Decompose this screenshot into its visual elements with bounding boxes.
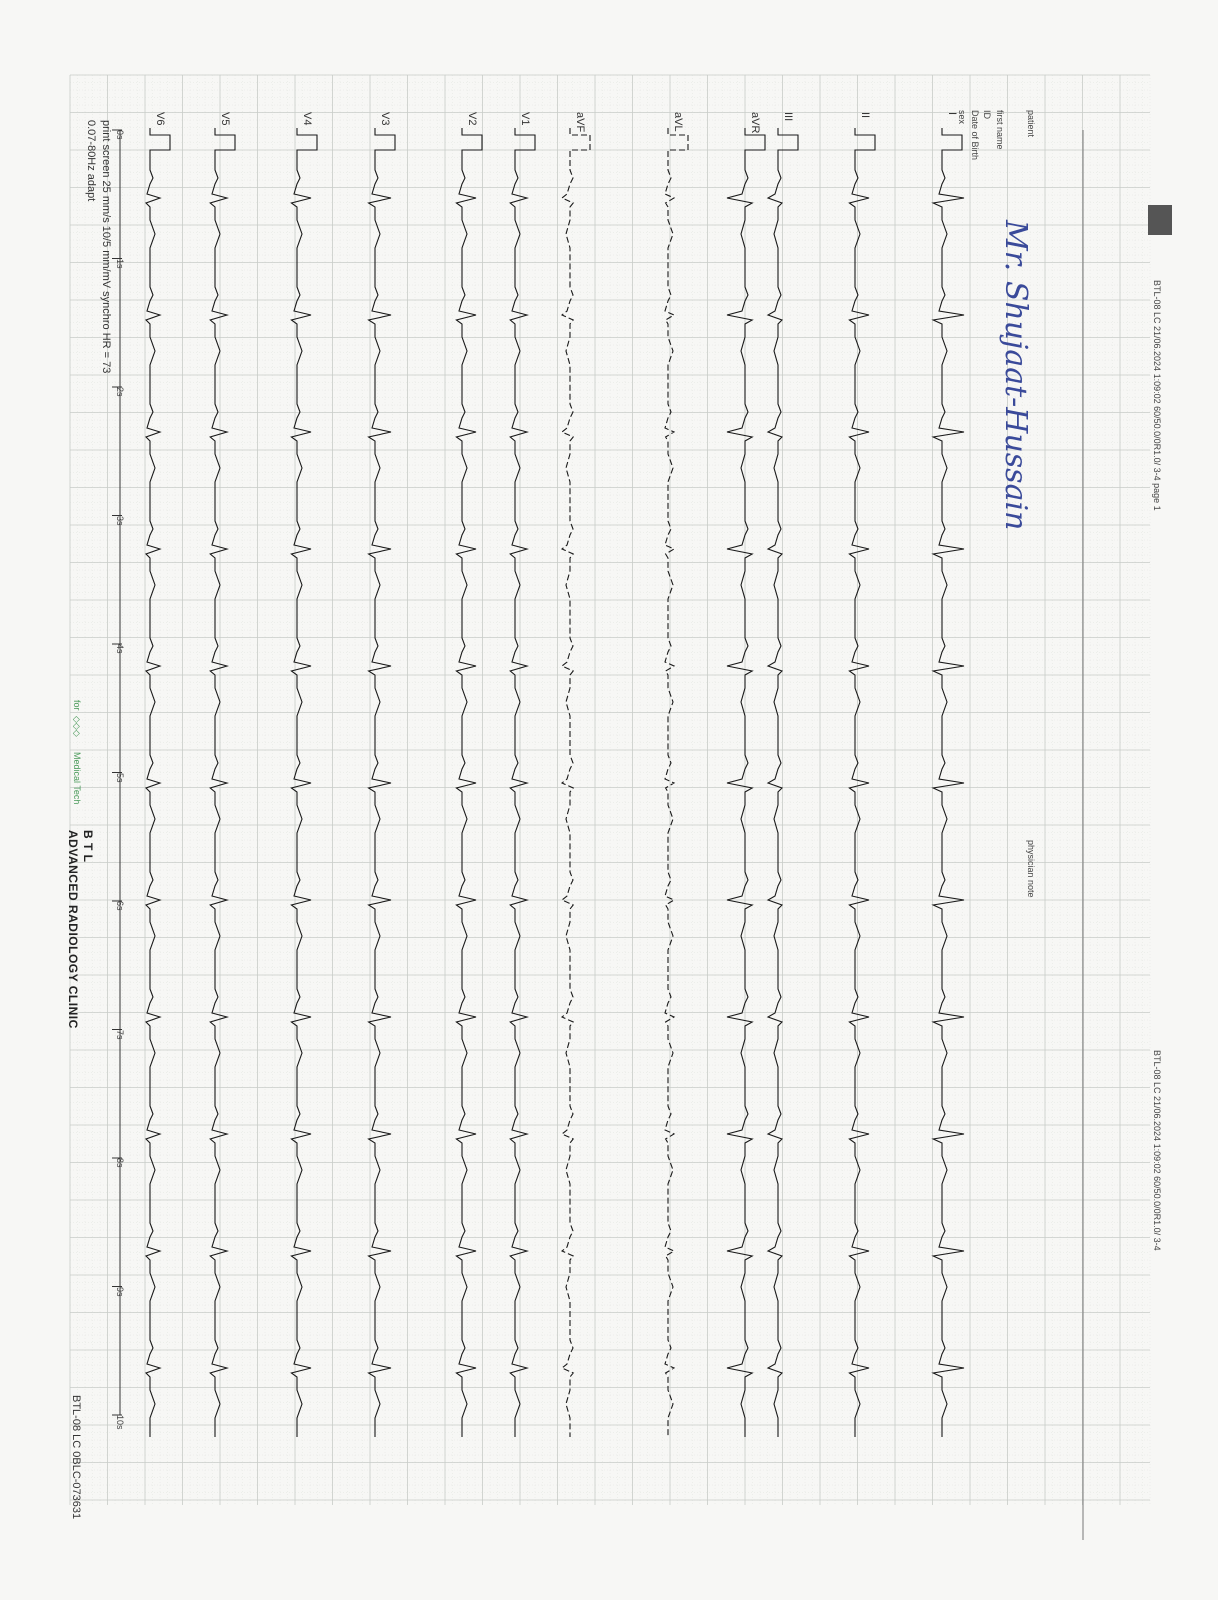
ecg-trace-i <box>933 128 964 1437</box>
lead-label-avr: aVR <box>749 112 761 134</box>
time-label: 0s <box>115 130 125 140</box>
patient-label: patient <box>1026 110 1036 138</box>
lead-label-v4: V4 <box>301 112 313 126</box>
ecg-trace-avf <box>562 128 590 1437</box>
lead-label-v1: V1 <box>519 112 531 126</box>
brand-short: B T L <box>81 830 95 863</box>
time-label: 9s <box>115 1286 125 1297</box>
lead-label-avl: aVL <box>672 112 684 132</box>
time-label: 10s <box>115 1415 125 1430</box>
time-label: 8s <box>115 1158 125 1168</box>
ecg-trace-iii <box>768 128 798 1437</box>
footer-settings: print screen 25 mm/s 10/5 mm/mV synchro HR = 73 <box>100 120 112 374</box>
id-label: ID <box>982 110 992 119</box>
ecg-trace-avl <box>665 128 688 1437</box>
time-label: 3s <box>115 515 125 526</box>
header-top-line-2: BTL-08 LC 21/06.2024 1:09:02 60/50.0/0R1.0/ 3-4 <box>1152 1050 1162 1251</box>
time-label: 5s <box>115 772 125 783</box>
ecg-trace-v1 <box>510 128 535 1437</box>
time-label: 2s <box>115 387 125 397</box>
patient-name-handwritten: Mr. Shujaat-Hussain <box>998 220 1033 531</box>
lead-label-v6: V6 <box>154 112 166 126</box>
sex-label: sex <box>957 110 967 125</box>
logo-text: Medical Tech <box>72 752 82 805</box>
lead-label-v5: V5 <box>219 112 231 126</box>
ecg-trace-v6 <box>146 128 170 1437</box>
physician-label: physician note <box>1026 840 1036 898</box>
device-id: BTL-08 LC 0BLC-073631 <box>70 1395 82 1520</box>
header-top-line: BTL-08 LC 21/06.2024 1:09:02 60/50.0/0R1.0/ 3-4 page 1 <box>1152 280 1162 511</box>
first-name-label: first name <box>995 110 1005 150</box>
btl-logo-icon: ◇◇◇ <box>72 716 82 737</box>
dob-label: Date of Birth <box>970 110 980 161</box>
ecg-trace-v3 <box>369 128 395 1437</box>
lead-label-i: I <box>946 112 958 116</box>
time-label: 7s <box>115 1029 125 1040</box>
lead-label-v2: V2 <box>466 112 478 126</box>
time-label: 4s <box>115 644 125 654</box>
clinic-name: ADVANCED RADIOLOGY CLINIC <box>66 830 80 1029</box>
ecg-trace-ii <box>849 128 875 1437</box>
footer-filter: 0.07-80Hz adapt <box>85 120 97 202</box>
time-label: 6s <box>115 901 125 911</box>
lead-label-v3: V3 <box>379 112 391 126</box>
lead-label-iii: III <box>782 112 794 122</box>
time-label: 1s <box>115 258 125 269</box>
page-tab <box>1148 205 1172 235</box>
lead-label-avf: aVF <box>574 112 586 133</box>
logo-prefix: for <box>72 700 82 711</box>
ecg-trace-avr <box>727 128 765 1437</box>
lead-label-ii: II <box>859 112 871 119</box>
ecg-trace-v5 <box>210 128 235 1437</box>
